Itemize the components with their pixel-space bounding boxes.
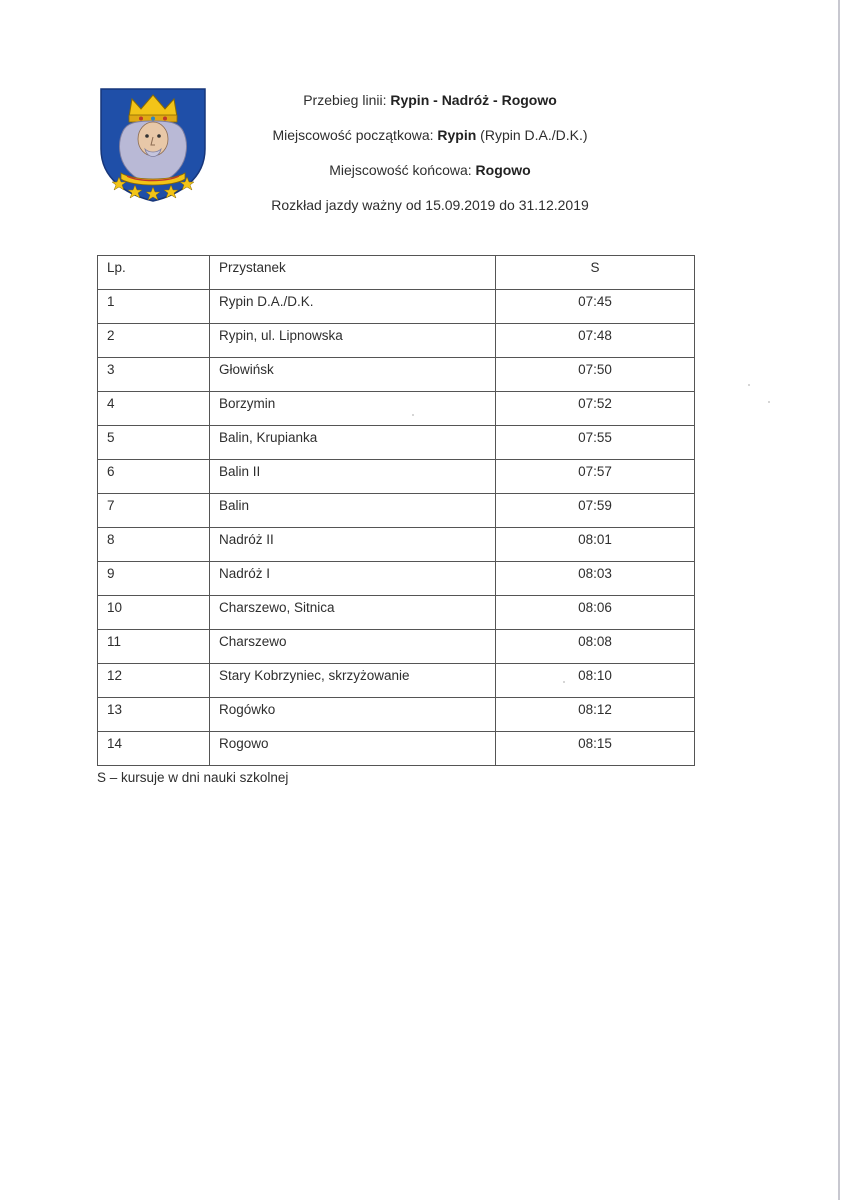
table-row xyxy=(98,528,695,562)
table-row xyxy=(98,630,695,664)
end-label: Miejscowość końcowa: xyxy=(329,162,476,178)
eye xyxy=(157,134,161,138)
row-number: 8 xyxy=(98,528,210,562)
end-value: Rogowo xyxy=(475,162,531,178)
row-number: 11 xyxy=(98,630,210,664)
departure-time: 07:55 xyxy=(496,426,695,460)
coat-of-arms-icon xyxy=(99,87,207,203)
validity-line: Rozkład jazdy ważny od 15.09.2019 do 31.12.2019 xyxy=(271,197,589,213)
start-detail: (Rypin D.A./D.K.) xyxy=(476,127,588,143)
table-header-row xyxy=(98,256,695,290)
row-number: 6 xyxy=(98,460,210,494)
row-number: 3 xyxy=(98,358,210,392)
row-number: 13 xyxy=(98,698,210,732)
row-number: 12 xyxy=(98,664,210,698)
start-label: Miejscowość początkowa: xyxy=(272,127,438,143)
departure-time: 07:50 xyxy=(496,358,695,392)
departure-time: 08:15 xyxy=(496,732,695,766)
crown-jewel xyxy=(163,117,167,121)
departure-time: 07:57 xyxy=(496,460,695,494)
stop-name: Charszewo xyxy=(210,630,496,664)
coat-of-arms-graphic xyxy=(99,87,207,203)
start-value: Rypin xyxy=(437,127,477,143)
stop-name: Balin, Krupianka xyxy=(210,426,496,460)
column-header-lp: Lp. xyxy=(98,256,210,290)
scan-speck xyxy=(563,681,565,683)
table-row xyxy=(98,562,695,596)
scan-page-edge xyxy=(838,0,840,1200)
departure-time: 08:12 xyxy=(496,698,695,732)
row-number: 9 xyxy=(98,562,210,596)
stop-name: Rogówko xyxy=(210,698,496,732)
row-number: 5 xyxy=(98,426,210,460)
stop-name: Charszewo, Sitnica xyxy=(210,596,496,630)
table-row xyxy=(98,290,695,324)
departure-time: 08:01 xyxy=(496,528,695,562)
departure-time: 07:48 xyxy=(496,324,695,358)
departure-time: 07:52 xyxy=(496,392,695,426)
scan-speck xyxy=(748,384,750,386)
table-row xyxy=(98,460,695,494)
stop-name: Rypin, ul. Lipnowska xyxy=(210,324,496,358)
row-number: 10 xyxy=(98,596,210,630)
end-line xyxy=(230,162,630,179)
stop-name: Rogowo xyxy=(210,732,496,766)
stop-name: Nadróż I xyxy=(210,562,496,596)
table-row xyxy=(98,324,695,358)
route-label: Przebieg linii: xyxy=(303,92,391,108)
crown-jewel xyxy=(151,117,155,121)
departure-time: 08:10 xyxy=(496,664,695,698)
crown-jewel xyxy=(139,117,143,121)
timetable-header xyxy=(230,92,630,232)
stop-name: Głowińsk xyxy=(210,358,496,392)
start-line xyxy=(230,127,630,144)
row-number: 14 xyxy=(98,732,210,766)
stop-name: Balin II xyxy=(210,460,496,494)
scan-speck xyxy=(412,414,414,416)
table-row xyxy=(98,494,695,528)
stop-name: Nadróż II xyxy=(210,528,496,562)
row-number: 2 xyxy=(98,324,210,358)
table-row xyxy=(98,664,695,698)
legend-note: S – kursuje w dni nauki szkolnej xyxy=(97,770,289,785)
row-number: 7 xyxy=(98,494,210,528)
column-header-stop: Przystanek xyxy=(210,256,496,290)
stop-name: Stary Kobrzyniec, skrzyżowanie xyxy=(210,664,496,698)
stop-name: Rypin D.A./D.K. xyxy=(210,290,496,324)
table-row xyxy=(98,392,695,426)
table-row xyxy=(98,698,695,732)
departure-time: 08:08 xyxy=(496,630,695,664)
schedule-table xyxy=(97,255,695,766)
row-number: 1 xyxy=(98,290,210,324)
stop-name: Balin xyxy=(210,494,496,528)
table-row xyxy=(98,358,695,392)
column-header-s: S xyxy=(496,256,695,290)
table-row xyxy=(98,426,695,460)
route-line xyxy=(230,92,630,109)
row-number: 4 xyxy=(98,392,210,426)
table-row xyxy=(98,596,695,630)
stop-name: Borzymin xyxy=(210,392,496,426)
scan-speck xyxy=(768,401,770,403)
departure-time: 08:06 xyxy=(496,596,695,630)
departure-time: 07:45 xyxy=(496,290,695,324)
departure-time: 07:59 xyxy=(496,494,695,528)
table-row xyxy=(98,732,695,766)
departure-time: 08:03 xyxy=(496,562,695,596)
eye xyxy=(145,134,149,138)
route-value: Rypin - Nadróż - Rogowo xyxy=(390,92,557,108)
